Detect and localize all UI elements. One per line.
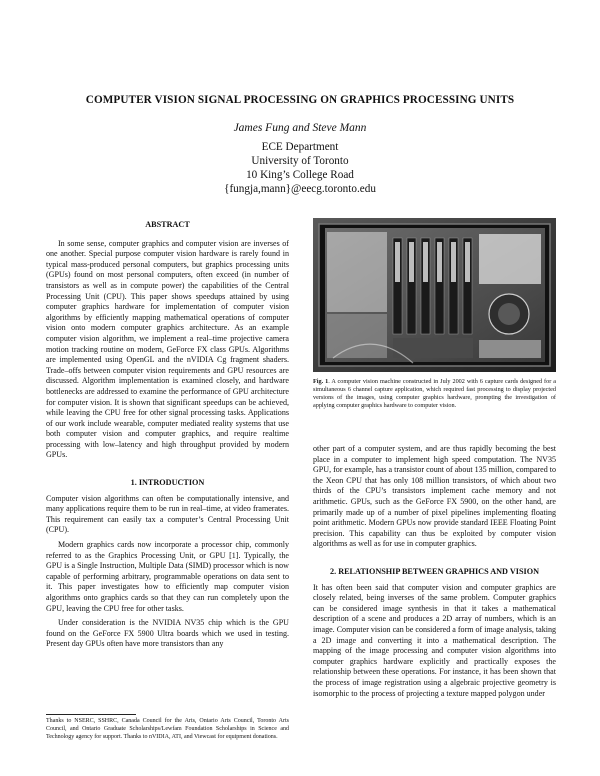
abstract-section (46, 220, 289, 461)
figure-computer-photo (313, 218, 556, 372)
intro-continuation (313, 444, 556, 550)
computer-internals-image (313, 218, 556, 372)
intro-section (46, 478, 289, 650)
intro-paragraph-3-continued: other part of a computer system, and are thus rapidly becoming the best place in a computer to implement high speed computation. The NV35 GPU, for example, has a transistor count of about 135 million, compared to the Xeon CPU that has only 108 million transistors, of which about two thirds of the CPU’s transistors implement cache memory and not arithmetic. GPUs, such as the GeForce FX 5900, on the other hand, are primarily made up of a number of pixel pipelines implementing floating point arithmetic. Modern GPUs now provide standard IEEE Floating Point precision. This capability can thus be exploited by computer vision algorithms as well as for use in computer graphics. (313, 444, 556, 549)
paper-authors: James Fung and Steve Mann (233, 122, 367, 134)
intro-paragraph-2: Modern graphics cards now incorporate a processor chip, commonly referred to as the Graphics Processing Unit, or GPU [1]. Typically, the GPU is a Single Instruction, Multiple Data (SIMD) processor which is now capable of performing arbitrary, programmable operations on data sent to it. This paper investigates how to efficiently map computer vision algorithms onto graphics cards so that they can run completely upon the GPU, leaving the CPU free for other tasks. (46, 539, 289, 613)
affiliation-address: 10 King’s College Road (246, 169, 354, 181)
affiliation-block (100, 140, 500, 196)
footnote-rule (46, 714, 136, 715)
abstract-text: In some sense, computer graphics and computer vision are inverses of one another. Special purpose computer vision hardware is rarely found in typical mass-produced personal computers, but graphics processing units (GPUs) found on most personal computers, often exceed (in number of transistors as well as in compute power) the capabilities of the Central Processing Unit (CPU). This paper shows speedups attained by using computer graphics hardware for implementation of computer vision algorithms by efficiently mapping mathematical operations of computer vision onto modern computer graphics architecture. As an example computer vision algorithm, we implement a real–time projective camera motion tracking routine on modern, GeForce FX class GPUs. Algorithms are implemented using OpenGL and the nVIDIA Cg fragment shaders. Trade–offs between computer vision requirements and GPU resources are discussed. Algorithm implementation is examined closely, and hardware bottlenecks are addressed to examine the performance of GPU architecture for computer vision. It is shown that significant speedups can be achieved, while leaving the CPU free for other signal processing tasks. Applications of our work include wearable, computer mediated reality systems that use both computer vision and computer graphics, and require realtime processing with low–latency and high throughput provided by modern GPUs. (46, 238, 289, 460)
figure-label: Fig. 1 (313, 378, 329, 385)
figure-caption (313, 378, 556, 410)
section-2 (313, 567, 556, 699)
affiliation-university: University of Toronto (251, 155, 349, 167)
figure-caption-text: . A computer vision machine constructed in July 2002 with 6 capture cards designed for a simultaneous 6 channel capture application, which required fast processing to display projected versions of the images, using computer graphics hardware, prompting the investigation of applying computer graphics hardware to computer vision. (313, 378, 556, 409)
intro-paragraph-1: Computer vision algorithms can often be computationally intensive, and many applications require them to be run in real–time, at video framerates. This requirement can easily tax a computer’s Central Processing Unit (CPU). (46, 493, 289, 535)
section-2-heading: 2. RELATIONSHIP BETWEEN GRAPHICS AND VISION (330, 567, 539, 576)
intro-paragraph-3: Under consideration is the NVIDIA NV35 chip which is the GPU found on the GeForce FX 5900 Ultra boards which we used in testing. Present day GPUs often have more transistors than any (46, 618, 289, 649)
abstract-heading: ABSTRACT (145, 220, 190, 229)
section-2-text: It has often been said that computer vision and computer graphics are closely related, being inverses of the same problem. Computer graphics can be considered image synthesis in that it takes a mathematical description of a scene and produces a 2D array of numbers, which is an image. Computer vision can be considered a form of image analysis, taking a 2D image and converting it into a mathematical description. The mapping of the image processing and computer vision algorithms into computer graphics hardware explicitly and practically exposes the relationship between these operations. For instance, it has been shown that the process of image registration using a algebraic projective geometry is isomorphic to the process of projecting a texture mapped polygon under (313, 582, 556, 698)
footnote: Thanks to NSERC, SSHRC, Canada Council for the Arts, Ontario Arts Council, Toronto Arts Council, and Ontario Graduate Scholarships/Lewfam Foundation Scholarships in Science and Technology agency for support. Thanks to nVIDIA, ATI, and Viewcast for equipment donations. (46, 718, 289, 741)
intro-heading: 1. INTRODUCTION (130, 478, 205, 487)
affiliation-email: {fungja,mann}@eecg.toronto.edu (224, 183, 376, 195)
paper-title: COMPUTER VISION SIGNAL PROCESSING ON GRAPHICS PROCESSING UNITS (85, 94, 515, 106)
affiliation-dept: ECE Department (261, 141, 339, 153)
